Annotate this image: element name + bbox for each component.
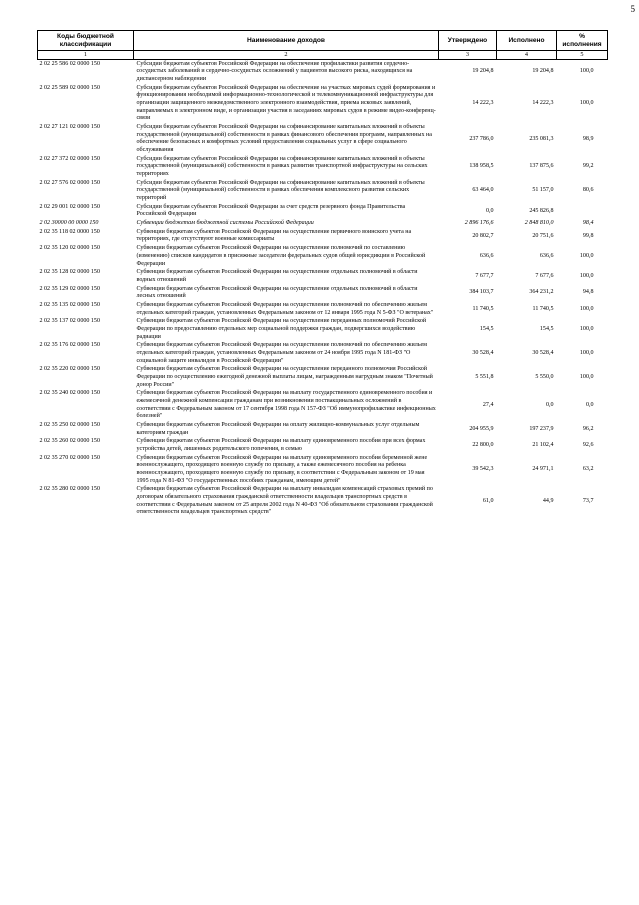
row-code: 2 02 35 270 02 0000 150 bbox=[39, 454, 100, 461]
row-approved: 14 222,3 bbox=[472, 100, 494, 107]
row-executed: 0,0 bbox=[545, 401, 554, 408]
row-name: Субвенции бюджетам субъектов Российской Федерации на осуществление переданных полномочий Российской Федерации по предоставлению отдельных мер социальной поддержки граждан, подвергшихся воздействию радиации bbox=[136, 318, 427, 340]
page-number: 5 bbox=[630, 4, 635, 14]
revenue-table bbox=[37, 30, 608, 517]
row-percent: 92,6 bbox=[582, 442, 594, 449]
row-executed: 5 550,0 bbox=[535, 373, 554, 380]
table-row bbox=[38, 244, 608, 268]
row-code: 2 02 27 121 02 0000 150 bbox=[39, 124, 100, 131]
row-approved: 61,0 bbox=[482, 497, 494, 504]
row-executed: 24 971,1 bbox=[532, 466, 554, 473]
row-executed: 364 231,2 bbox=[529, 289, 554, 296]
header-percent: % исполнения bbox=[557, 31, 608, 51]
row-executed: 154,5 bbox=[539, 325, 554, 332]
row-executed: 20 751,6 bbox=[532, 232, 554, 239]
row-name: Субвенции бюджетам субъектов Российской Федерации на оплату жилищно-коммунальных услуг отдельным категориям граждан bbox=[136, 421, 420, 436]
table-row bbox=[38, 421, 608, 437]
row-code: 2 02 35 280 02 0000 150 bbox=[39, 486, 100, 493]
header-name: Наименование доходов bbox=[134, 31, 439, 51]
header-code: Коды бюджетной классификации bbox=[38, 31, 134, 51]
row-name: Субвенции бюджетам субъектов Российской Федерации на осуществление полномочий по составлению (изменению) списков кандидатов в присяжные заседатели федеральных судов общей юрисдикции в Российской Федерации bbox=[136, 245, 426, 267]
header-approved: Утверждено bbox=[439, 31, 497, 51]
row-name: Субсидии бюджетам субъектов Российской Федерации на обеспечение профилактики развития сердечно-сосудистых заболеваний и сердечно-сосудистых осложнений у пациентов высокого риска, находящихся на диспансерном наблюдении bbox=[136, 60, 413, 83]
row-name: Субвенции бюджетам субъектов Российской Федерации на выплату инвалидам компенсаций страховых премий по договорам обязательного страхования гражданской ответственности владельцев транспортных средств в соответствии с Федеральным законом от 25 апреля 2002 года N 40-ФЗ "Об обязательном страховании гражданской ответственности владельцев транспортных средств" bbox=[136, 486, 433, 516]
column-number: 5 bbox=[557, 51, 608, 60]
row-executed: 14 222,3 bbox=[532, 100, 554, 107]
row-percent: 73,7 bbox=[582, 497, 594, 504]
row-code: 2 02 35 220 02 0000 150 bbox=[39, 366, 100, 373]
row-percent: 80,6 bbox=[582, 187, 594, 194]
row-code: 2 02 35 128 02 0000 150 bbox=[39, 269, 100, 276]
row-executed: 11 740,5 bbox=[532, 305, 554, 312]
row-code: 2 02 25 589 02 0000 150 bbox=[39, 84, 100, 91]
row-name: Субсидии бюджетам субъектов Российской Федерации на софинансирование капитальных вложений в объекты государственной (муниципальной) собственности в рамках развития транспортной инфраструктуры на сельских территориях bbox=[136, 155, 428, 178]
row-name: Субвенции бюджетам субъектов Российской Федерации на осуществление полномочий по обеспечению жильем отдельных категорий граждан, установленных Федеральным законом от 24 ноября 1995 года N 181-ФЗ "О социальной защите инвалидов в Российской Федерации" bbox=[136, 342, 427, 364]
row-approved: 39 542,3 bbox=[472, 466, 494, 473]
row-name: Субсидии бюджетам субъектов Российской Федерации на софинансирование капитальных вложений в объекты государственной (муниципальной) собственности в рамках обеспечения комплексного развития сельских территорий bbox=[136, 179, 425, 202]
row-executed: 245 826,8 bbox=[529, 207, 554, 214]
column-number: 3 bbox=[439, 51, 497, 60]
table-body bbox=[38, 59, 608, 517]
row-percent: 100,0 bbox=[579, 349, 594, 356]
row-percent: 100,0 bbox=[579, 68, 594, 75]
row-percent: 63,2 bbox=[582, 466, 594, 473]
table-row bbox=[38, 389, 608, 421]
row-percent: 96,2 bbox=[582, 425, 594, 432]
row-name: Субвенции бюджетам субъектов Российской Федерации на выплату единовременного пособия беременной жене военнослужащего, проходящего военную службу по призыву, а также ежемесячного пособия на ребенка военнослужащего, проходящего военную службу по призыву, в соответствии с Федеральным законом от 19 мая 1995 года N 81-ФЗ "О государственных пособиях гражданам, имеющим детей" bbox=[136, 454, 428, 484]
row-percent: 100,0 bbox=[579, 305, 594, 312]
row-approved: 5 551,8 bbox=[475, 373, 494, 380]
row-name: Субвенции бюджетам субъектов Российской Федерации на выплату единовременного пособия при всех формах устройства детей, лишенных родительского попечения, в семью bbox=[136, 438, 426, 452]
table-row bbox=[38, 228, 608, 244]
row-percent: 100,0 bbox=[579, 273, 594, 279]
row-approved: 237 786,0 bbox=[469, 135, 494, 142]
header-row bbox=[38, 31, 608, 51]
row-code: 2 02 27 576 02 0000 150 bbox=[39, 179, 100, 186]
row-code: 2 02 29 001 02 0000 150 bbox=[39, 203, 100, 210]
row-name: Субвенции бюджетам субъектов Российской Федерации на осуществление отдельных полномочий в области лесных отношений bbox=[136, 285, 418, 300]
table-row bbox=[38, 454, 608, 486]
column-number: 2 bbox=[134, 51, 439, 60]
row-executed: 137 875,6 bbox=[529, 163, 554, 170]
row-percent: 94,8 bbox=[582, 289, 594, 296]
row-percent bbox=[557, 203, 608, 219]
row-approved: 27,4 bbox=[482, 401, 494, 408]
row-percent: 100,0 bbox=[579, 325, 594, 332]
row-percent: 100,0 bbox=[579, 373, 594, 380]
column-number: 1 bbox=[38, 51, 134, 60]
row-executed: 21 102,4 bbox=[532, 442, 554, 449]
row-percent: 0,0 bbox=[585, 401, 594, 408]
table-row bbox=[38, 437, 608, 453]
row-code: 2 02 35 260 02 0000 150 bbox=[39, 438, 100, 445]
row-code: 2 02 35 176 02 0000 150 bbox=[39, 342, 100, 349]
row-percent: 99,2 bbox=[582, 163, 594, 170]
row-name: Субвенции бюджетам субъектов Российской Федерации на осуществление отдельных полномочий в области водных отношений bbox=[136, 269, 418, 283]
row-approved: 0,0 bbox=[485, 207, 494, 214]
row-code: 2 02 35 250 02 0000 150 bbox=[39, 421, 100, 428]
row-name: Субсидии бюджетам субъектов Российской Федерации на софинансирование капитальных вложений в объекты государственной (муниципальной) собственности в рамках финансового обеспечения программ, направленных на обеспечение безопасных и комфортных условий предоставления социальных услуг в сфере социального обслуживания bbox=[136, 124, 432, 154]
row-approved: 30 528,4 bbox=[472, 349, 494, 356]
row-approved: 204 955,9 bbox=[469, 425, 494, 432]
row-executed: 636,6 bbox=[539, 252, 554, 259]
row-approved: 63 464,0 bbox=[472, 187, 494, 194]
row-approved: 636,6 bbox=[479, 252, 494, 259]
row-approved: 22 800,0 bbox=[472, 442, 494, 449]
row-code: 2 02 35 240 02 0000 150 bbox=[39, 390, 100, 397]
table-row bbox=[38, 123, 608, 155]
row-executed: 235 081,3 bbox=[529, 135, 554, 142]
table-row bbox=[38, 155, 608, 179]
row-approved: 7 677,7 bbox=[475, 273, 494, 279]
row-executed: 19 204,8 bbox=[532, 68, 554, 75]
row-code: 2 02 30000 00 0000 150 bbox=[39, 220, 99, 227]
row-name: Субвенции бюджетам субъектов Российской Федерации на осуществление первичного воинского учета на территориях, где отсутствуют военные комиссариаты bbox=[136, 228, 412, 243]
row-name: Субвенции бюджетам субъектов Российской Федерации на выплату государственного единовременного пособия и ежемесячной денежной компенсации гражданам при возникновении поствакцинальных осложнений в соответствии с Федеральным законом от 17 сентября 1998 года N 157-ФЗ "Об иммунопрофилактике инфекционных болезней" bbox=[136, 390, 436, 420]
table-row bbox=[38, 285, 608, 301]
table-row bbox=[38, 301, 608, 317]
row-code: 2 02 35 137 02 0000 150 bbox=[39, 318, 100, 325]
row-name: Субсидии бюджетам субъектов Российской Федерации за счет средств резервного фонда Правительства Российской Федерации bbox=[136, 203, 406, 218]
header-executed: Исполнено bbox=[497, 31, 557, 51]
row-executed: 197 237,9 bbox=[529, 425, 554, 432]
row-code: 2 02 35 120 02 0000 150 bbox=[39, 245, 100, 252]
row-executed: 51 157,0 bbox=[532, 187, 554, 194]
row-approved: 11 740,5 bbox=[472, 305, 494, 312]
row-name: Субсидии бюджетам субъектов Российской Федерации на обеспечение на участках мировых судей формирования и функционирования необходимой информационно-технологической и телекоммуникационной инфраструктуры для организации защищенного межведомственного электронного взаимодействия, приема исковых заявлений, направляемых в электронном виде, и организации участия в заседаниях мировых судов в режиме видео-конференц-связи bbox=[136, 84, 436, 122]
row-approved: 19 204,8 bbox=[472, 68, 494, 75]
row-executed: 2 848 810,0 bbox=[524, 220, 554, 227]
column-number: 4 bbox=[497, 51, 557, 60]
column-number-row bbox=[38, 51, 608, 60]
row-approved: 138 958,5 bbox=[469, 163, 494, 170]
row-name: Субвенции бюджетам субъектов Российской Федерации на осуществление переданного полномочия Российской Федерации по осуществлению ежегодной денежной выплаты лицам, награжденным нагрудным знаком "Почетный донор России" bbox=[136, 366, 433, 388]
table-row bbox=[38, 84, 608, 123]
table-row bbox=[38, 59, 608, 84]
row-percent: 99,8 bbox=[582, 232, 594, 239]
row-percent: 98,9 bbox=[582, 135, 594, 142]
row-executed: 44,9 bbox=[542, 497, 554, 504]
row-code: 2 02 27 372 02 0000 150 bbox=[39, 155, 100, 162]
table-row bbox=[38, 485, 608, 517]
table-row bbox=[38, 268, 608, 284]
row-code: 2 02 35 135 02 0000 150 bbox=[39, 301, 100, 308]
table-row bbox=[38, 365, 608, 389]
row-percent: 100,0 bbox=[579, 252, 594, 259]
table-row bbox=[38, 219, 608, 228]
table-row bbox=[38, 341, 608, 365]
row-approved: 2 896 176,6 bbox=[464, 220, 494, 227]
row-name: Субвенции бюджетам субъектов Российской Федерации на осуществление полномочий по обеспечению жильем отдельных категорий граждан, установленных Федеральным законом от 12 января 1995 года N 5-ФЗ "О ветеранах" bbox=[136, 301, 434, 316]
row-approved: 20 802,7 bbox=[472, 232, 494, 239]
row-code: 2 02 35 129 02 0000 150 bbox=[39, 285, 100, 292]
row-executed: 30 528,4 bbox=[532, 349, 554, 356]
row-code: 2 02 25 586 02 0000 150 bbox=[39, 60, 100, 67]
row-code: 2 02 35 118 02 0000 150 bbox=[39, 228, 100, 235]
table-row bbox=[38, 203, 608, 219]
row-approved: 154,5 bbox=[479, 325, 494, 332]
row-name: Субвенции бюджетам бюджетной системы Российской Федерации bbox=[136, 220, 314, 227]
table-row bbox=[38, 179, 608, 203]
table-row bbox=[38, 317, 608, 341]
row-approved: 384 103,7 bbox=[469, 289, 494, 296]
row-percent: 100,0 bbox=[579, 100, 594, 107]
row-percent: 98,4 bbox=[582, 220, 594, 227]
row-executed: 7 677,6 bbox=[535, 273, 554, 279]
